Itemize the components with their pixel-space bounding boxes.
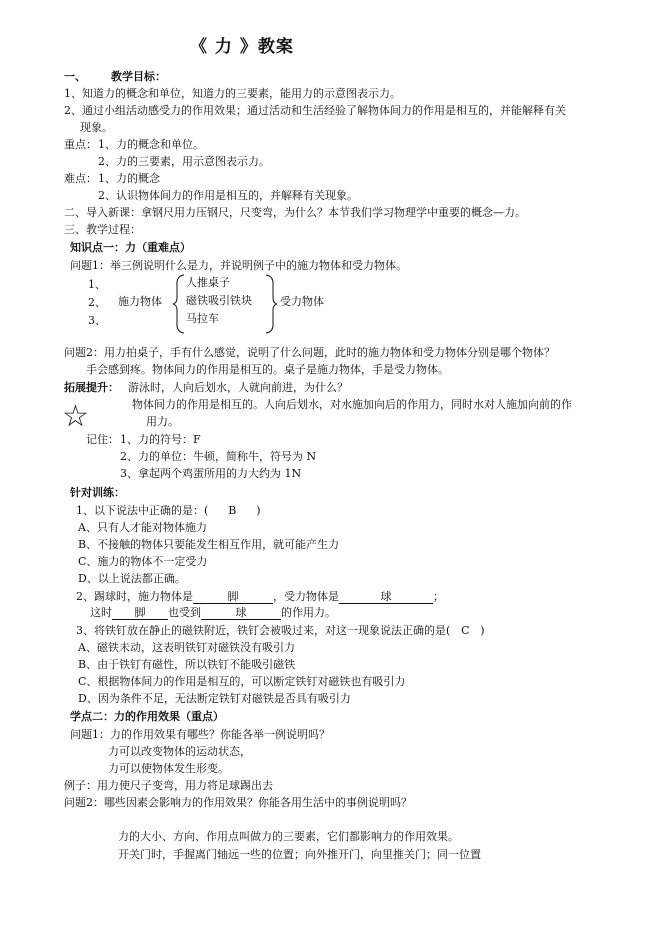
difficult-label: 难点：	[64, 172, 97, 185]
diagram-item: 人推桌子	[186, 276, 230, 289]
star-icon: ☆	[62, 399, 89, 434]
remember-item: 1、力的符号：F	[120, 433, 201, 446]
key-item: 2、力的三要素，用示意图表示力。	[98, 155, 270, 168]
fill-text: 的作用力。	[281, 606, 336, 619]
fill-text: ，受力物体是	[273, 590, 339, 603]
exercise-2-line	[90, 606, 336, 620]
diagram-number: 1、	[88, 278, 106, 291]
option-line: B、由于铁钉有磁性，所以铁钉不能吸引磁铁	[78, 658, 296, 671]
option-line: D、以上说法都正确。	[78, 572, 186, 585]
exercise-stem-text: 1、以下说法中正确的是：(	[76, 504, 209, 517]
process-heading: 三、教学过程：	[64, 223, 141, 236]
diagram-item: 马拉车	[186, 312, 219, 325]
option-line: A、磁铁未动，这表明铁钉对磁铁没有吸引力	[78, 641, 295, 654]
diagram-item: 磁铁吸引铁块	[186, 294, 252, 307]
exercise-answer: C	[461, 624, 470, 637]
fill-blank: 球	[339, 590, 433, 604]
option-line: D、因为条件不足，无法断定铁钉对磁铁是否具有吸引力	[78, 692, 351, 705]
difficult-item: 2、认识物体间力的作用是相互的，并解释有关现象。	[98, 189, 358, 202]
key-item: 1、力的概念和单位。	[98, 138, 204, 151]
extension-answer: 物体间力的作用是相互的。人向后划水，对水施加向后的作用力，同时水对人施加向前的作	[132, 398, 572, 411]
exercise-stem-text: 3、将铁钉放在静止的磁铁附近，铁钉会被吸过来，对这一现象说法正确的是(	[76, 624, 451, 637]
answer-line: 力的大小、方向、作用点叫做力的三要素，它们都影响力的作用效果。	[118, 830, 459, 843]
extension-label: 拓展提升：	[64, 381, 119, 394]
remember-item: 3、拿起两个鸡蛋所用的力大约为 1N	[120, 467, 302, 480]
goal-line: 现象。	[80, 121, 113, 134]
key-label: 重点：	[64, 138, 97, 151]
right-brace	[264, 274, 278, 334]
document-title: 《 力 》教案	[190, 37, 294, 57]
fill-text: ；	[433, 590, 444, 603]
extension-answer: 用力。	[146, 415, 179, 428]
diagram-right-label: 受力物体	[280, 295, 324, 308]
fill-blank: 脚	[112, 606, 168, 620]
goal-line: 1、知道力的概念和单位，知道力的三要素，能用力的示意图表示力。	[64, 87, 401, 100]
answer-line: 力可以改变物体的运动状态，	[108, 745, 251, 758]
question-line: 问题2：哪些因素会影响力的作用效果？你能各用生活中的事例说明吗？	[64, 796, 412, 809]
question-line: 问题1：举三例说明什么是力，并说明例子中的施力物体和受力物体。	[70, 259, 407, 272]
section-number: 一、	[64, 70, 86, 83]
fill-blank: 球	[201, 606, 281, 620]
diagram-number: 3、	[88, 314, 106, 327]
left-brace	[172, 274, 186, 334]
knowledge-point-heading: 知识点一：力（重难点）	[70, 241, 191, 254]
answer-line: 手会感到疼。物体间力的作用是相互的。桌子是施力物体，手是受力物体。	[86, 363, 449, 376]
intro-line: 二、导入新课：拿钢尺用力压钢尺，尺变弯，为什么？本节我们学习物理学中重要的概念—力。	[64, 206, 526, 219]
diagram-number: 2、	[88, 296, 106, 309]
remember-item: 2、力的单位：牛顿，简称牛，符号为 N	[120, 450, 317, 463]
section-heading: 教学目标：	[111, 70, 166, 83]
option-line: C、根据物体间力的作用是相互的，可以断定铁钉对磁铁也有吸引力	[78, 675, 406, 688]
exercise-2-line	[76, 590, 444, 604]
fill-text: 这时	[90, 606, 112, 619]
option-line: C、施力的物体不一定受力	[78, 555, 208, 568]
extension-question: 游泳时，人向后划水，人就向前进，为什么？	[128, 381, 348, 394]
exercise-stem	[76, 504, 261, 518]
answer-line: 力可以使物体发生形变。	[108, 762, 229, 775]
option-line: B、不接触的物体只要能发生相互作用，就可能产生力	[78, 538, 340, 551]
goal-line: 2、通过小组活动感受力的作用效果；通过活动和生活经验了解物体间力的作用是相互的，并能解释有关	[64, 104, 566, 117]
exercise-stem-end: )	[256, 504, 261, 517]
remember-label: 记住：	[86, 433, 119, 446]
study-point-heading: 学点二：力的作用效果（重点）	[70, 710, 224, 723]
training-heading: 针对训练：	[70, 486, 125, 499]
question-line: 问题2：用力拍桌子，手有什么感觉，说明了什么问题，此时的施力物体和受力物体分别是哪个物体？	[64, 346, 555, 359]
difficult-item: 1、力的概念	[98, 172, 160, 185]
answer-line: 开关门时，手握离门轴远一些的位置；向外推开门，向里推关门；同一位置	[118, 848, 481, 861]
fill-blank: 脚	[193, 590, 273, 604]
example-line: 例子：用力使尺子变弯，用力将足球踢出去	[64, 779, 273, 792]
exercise-stem-end: )	[480, 624, 485, 637]
question-line: 问题1：力的作用效果有哪些？你能各举一例说明吗？	[70, 728, 330, 741]
fill-text: 2、踢球时，施力物体是	[76, 590, 193, 603]
diagram-left-label: 施力物体	[118, 295, 162, 308]
exercise-answer: B	[228, 504, 237, 517]
option-line: A、只有人才能对物体施力	[78, 521, 207, 534]
exercise-stem	[76, 624, 485, 638]
fill-text: 也受到	[168, 606, 201, 619]
